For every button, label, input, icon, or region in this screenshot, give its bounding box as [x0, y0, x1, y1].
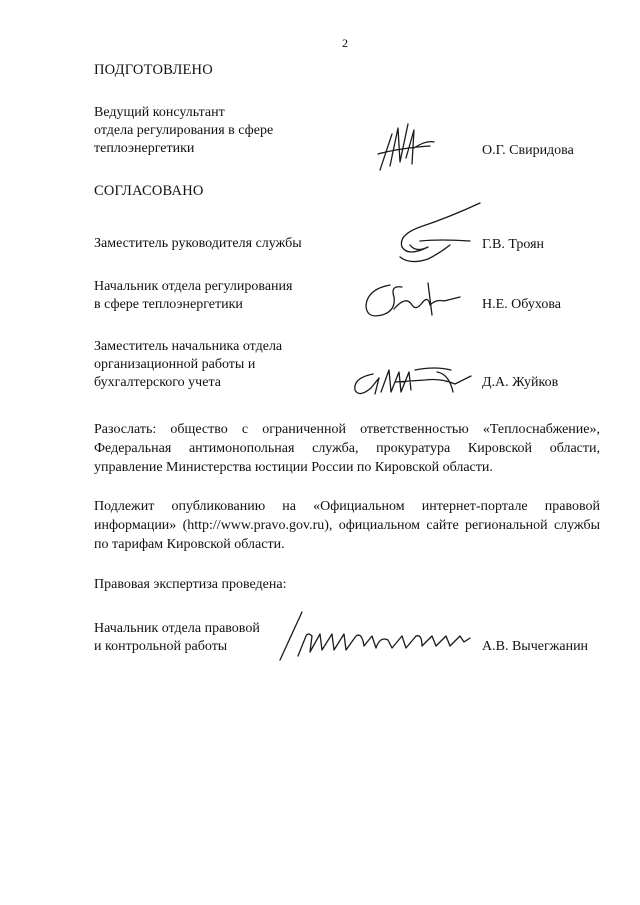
publication-paragraph: Подлежит опубликованию на «Официальном интернет-портале правовой информации» (http://www.pravo.gov.ru), официальном сайте региональной службы по тарифам Кировской области.	[94, 499, 600, 552]
position-line: Заместитель начальника отдела	[94, 339, 283, 354]
position-line: Ведущий консультант	[94, 105, 225, 120]
signer-name: Г.В. Троян	[482, 237, 545, 252]
signature-zhuikov	[345, 362, 480, 402]
position-line: и контрольной работы	[94, 639, 228, 654]
signature-obukhova	[360, 275, 465, 325]
signer-position: Заместитель руководителя службы	[94, 236, 302, 251]
prepared-name: О.Г. Свиридова	[482, 143, 574, 158]
distribution-paragraph: Разослать: общество с ограниченной ответственностью «Теплоснабжение», Федеральная антимонопольная служба, прокуратура Кировской области, управление Министерства юстиции России по Кировской области.	[94, 422, 600, 475]
prepared-heading: ПОДГОТОВЛЕНО	[94, 62, 213, 78]
page-number: 2	[342, 36, 348, 50]
signature-troyan	[380, 195, 490, 270]
legal-review-position	[94, 620, 294, 656]
position-line: Начальник отдела регулирования	[94, 279, 293, 294]
position-line: организационной работы и	[94, 357, 256, 372]
legal-review-heading: Правовая экспертиза проведена:	[94, 577, 287, 592]
signer-position	[94, 278, 354, 314]
signer-name: Н.Е. Обухова	[482, 297, 561, 312]
position-line: в сфере теплоэнергетики	[94, 297, 243, 312]
position-line: отдела регулирования в сфере	[94, 123, 274, 138]
legal-review-name: А.В. Вычегжанин	[482, 639, 589, 654]
signer-name: Д.А. Жуйков	[482, 375, 559, 390]
signer-position	[94, 338, 354, 392]
agreed-heading: СОГЛАСОВАНО	[94, 183, 204, 199]
position-line: Начальник отдела правовой	[94, 621, 260, 636]
position-line: теплоэнергетики	[94, 141, 195, 156]
signature-sviridova	[370, 118, 440, 178]
position-line: бухгалтерского учета	[94, 375, 221, 390]
signature-vychegzhanin	[272, 606, 477, 666]
prepared-position	[94, 104, 354, 158]
